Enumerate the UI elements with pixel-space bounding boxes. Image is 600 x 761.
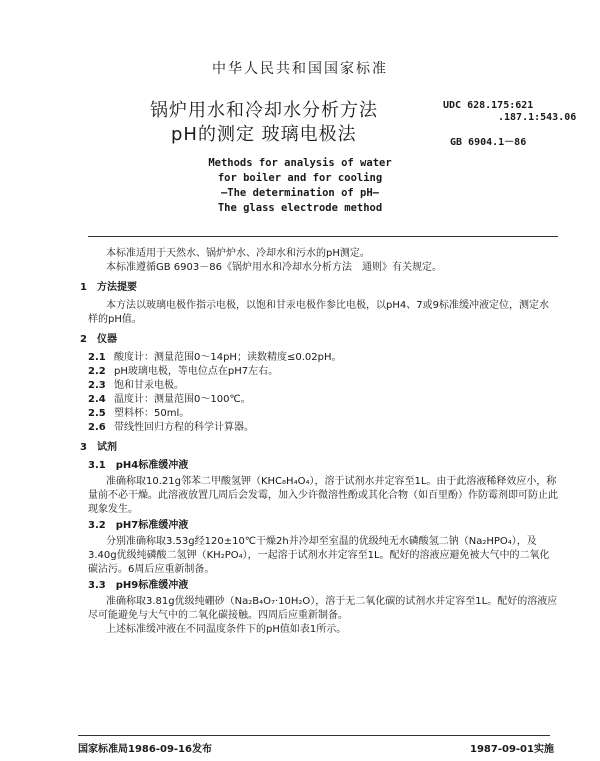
english-title-line: Methods for analysis of water — [208, 157, 392, 169]
udc-code — [443, 100, 576, 124]
table-reference-note: 上述标准缓冲液在不同温度条件下的pH值如表1所示。 — [106, 624, 347, 635]
section3-heading: 3 试剂 — [80, 442, 117, 453]
intro-reference: 本标准遵循GB 6903－86《锅炉用水和冷却水分析方法 通则》有关规定。 — [106, 262, 442, 273]
udc-line1: UDC 628.175:621 — [443, 100, 534, 111]
approval-date: 国家标准局1986-09-16发布 — [78, 744, 212, 755]
standard-header: 中华人民共和国国家标准 — [212, 61, 388, 77]
item-text: 饱和甘汞电极。 — [114, 380, 184, 391]
instrument-item — [88, 365, 558, 379]
intro-scope: 本标准适用于天然水、锅炉炉水、冷却水和污水的pH测定。 — [106, 248, 370, 259]
subsection-3-3-text: 准确称取3.81g优级纯硼砂（Na₂B₄O₇·10H₂O），溶于无二氧化碳的试剂水并定容至1L。配好的溶液应尽可能避免与大气中的二氧化碳接触。四周后应重新制备。 — [88, 596, 558, 621]
effective-date: 1987-09-01实施 — [470, 744, 554, 755]
item-text: 塑料杯：50ml。 — [114, 408, 190, 419]
subsection-3-1-text: 准确称取10.21g邻苯二甲酸氢钾（KHC₈H₄O₄），溶于试剂水并定容至1L。由于此溶液稀释效应小，称量前不必干燥。此溶液放置几周后会发霉，加入少许微溶性酚或其化合物（如百里酚）作防霉剂即可防止此现象发生。 — [88, 476, 558, 515]
section2-heading: 2 仪器 — [80, 334, 117, 345]
instrument-item — [88, 351, 558, 365]
document-body — [80, 247, 558, 637]
english-title-line: for boiler and for cooling — [217, 172, 383, 184]
instrument-item — [88, 379, 558, 393]
item-number: 2.5 — [88, 408, 106, 419]
item-text: 酸度计：测量范围0～14pH；读数精度≤0.02pH。 — [114, 352, 342, 363]
top-divider — [88, 236, 558, 237]
english-title — [0, 156, 600, 216]
item-text: 温度计：测量范围0～100℃。 — [114, 394, 251, 405]
item-number: 2.6 — [88, 422, 106, 433]
english-title-line: The glass electrode method — [217, 202, 383, 214]
subsection-3-2-title: 3.2 pH7标准缓冲液 — [88, 520, 189, 531]
item-number: 2.2 — [88, 366, 106, 377]
item-number: 2.4 — [88, 394, 106, 405]
subsection-3-2-text: 分别准确称取3.53g经120±10℃干燥2h并冷却至室温的优级纯无水磷酸氢二钠（Na₂HPO₄），及3.40g优级纯磷酸二氢钾（KH₂PO₄），一起溶于试剂水并定容至1L。配好的溶液应避免被大气中的二氧化碳沾污。6周后应重新制备。 — [88, 536, 550, 575]
item-number: 2.3 — [88, 380, 106, 391]
instrument-item — [88, 421, 558, 435]
item-text: 带线性回归方程的科学计算器。 — [114, 422, 254, 433]
udc-line2: .187.1:543.06 — [498, 112, 577, 123]
english-title-line: —The determination of pH— — [220, 187, 380, 199]
item-text: pH玻璃电极，等电位点在pH7左右。 — [114, 366, 279, 377]
item-number: 2.1 — [88, 352, 106, 363]
instrument-item — [88, 407, 558, 421]
instrument-item — [88, 393, 558, 407]
section1-text: 本方法以玻璃电极作指示电极，以饱和甘汞电极作参比电极，以pH4、7或9标准缓冲液定位，测定水样的pH值。 — [88, 300, 549, 325]
title-chinese-line2: pH的测定 玻璃电极法 — [171, 124, 357, 145]
title-chinese-line1: 锅炉用水和冷却水分析方法 — [150, 100, 378, 121]
subsection-3-1-title: 3.1 pH4标准缓冲液 — [88, 460, 189, 471]
gb-code: GB 6904.1－86 — [450, 137, 527, 148]
section1-heading: 1 方法提要 — [80, 282, 137, 293]
bottom-divider — [78, 735, 550, 736]
subsection-3-3-title: 3.3 pH9标准缓冲液 — [88, 580, 189, 591]
